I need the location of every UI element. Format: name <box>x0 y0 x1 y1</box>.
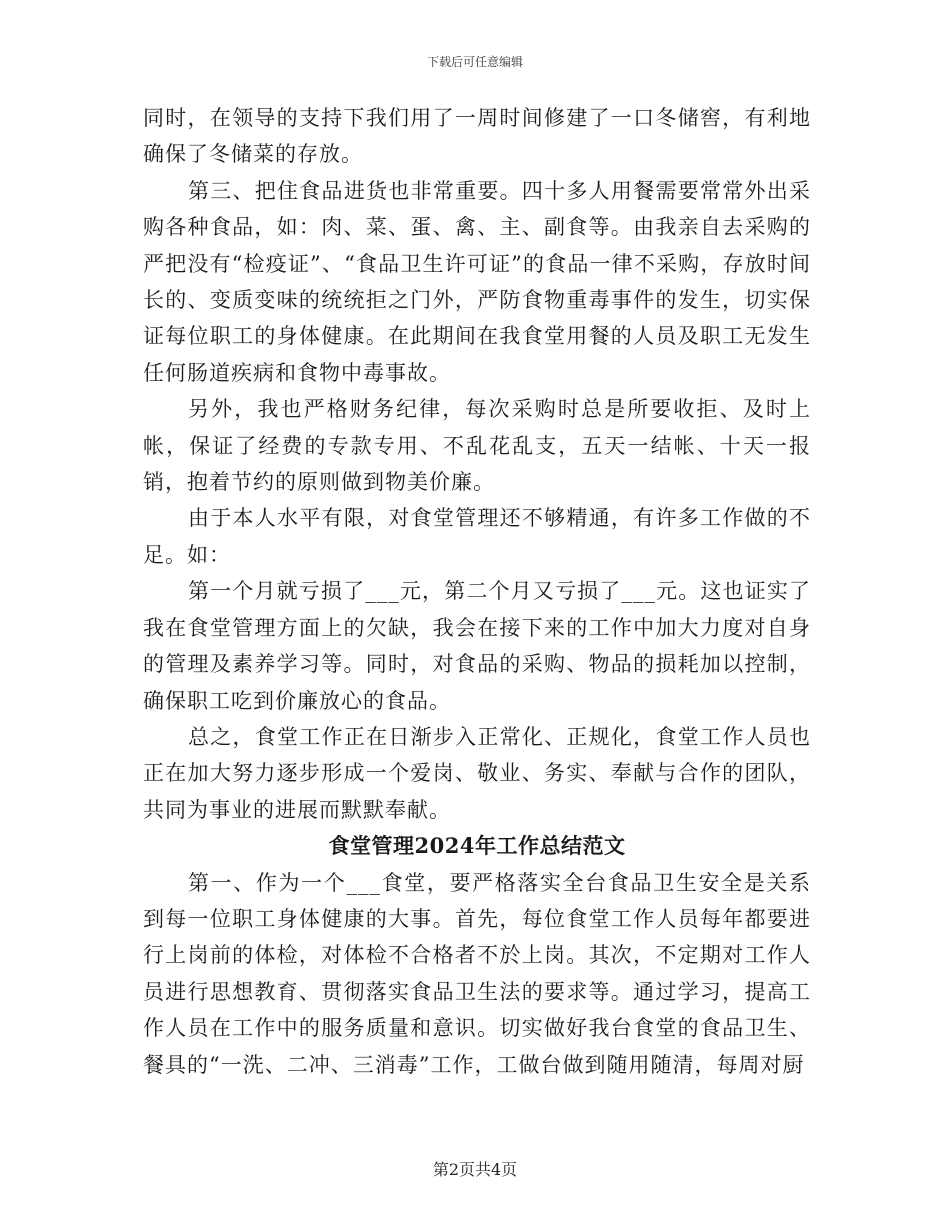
section-title: 食堂管理2024年工作总结范文 <box>328 833 626 859</box>
paragraph-1: 同时，在领导的支持下我们用了一周时间修建了一口冬储窖，有利地确保了冬储菜的存放。 <box>143 106 811 167</box>
paragraph-5: 第一个月就亏损了___元，第二个月又亏损了___元。这也证实了我在食堂管理方面上的欠缺，我会在接下来的工作中加大力度对自身的管理及素养学习等。同时，对食品的采购、物品的损耗加以控制，确保职工吃到价廉放心的食品。 <box>143 579 811 713</box>
page-footer: 第2页共4页 <box>432 1160 518 1179</box>
paragraph-6: 总之，食堂工作正在日渐步入正常化、正规化，食堂工作人员也正在加大努力逐步形成一个爱岗、敬业、务实、奉献与合作的团队，共同为事业的进展而默默奉献。 <box>143 724 811 822</box>
document-body <box>143 100 811 1083</box>
paragraph-7: 第一、作为一个___食堂，要严格落实全台食品卫生安全是关系到每一位职工身体健康的大事。首先，每位食堂工作人员每年都要进行上岗前的体检，对体检不合格者不於上岗。其次，不定期对工作人员进行思想教育、贯彻落实食品卫生法的要求等。通过学习，提高工作人员在工作中的服务质量和意识。切实做好我台食堂的食品卫生、餐具的“一洗、二冲、三消毒”工作，工做台做到随用随清，每周对厨 <box>143 870 811 1077</box>
paragraph-4: 由于本人水平有限，对食堂管理还不够精通，有许多工作做的不足。如： <box>143 506 811 567</box>
paragraph-2: 第三、把住食品进货也非常重要。四十多人用餐需要常常外出采购各种食品，如：肉、菜、蛋、禽、主、副食等。由我亲自去采购的严把没有“检疫证”、“食品卫生许可证”的食品一律不采购，存放时间长的、变质变味的统统拒之门外，严防食物重毒事件的发生，切实保证每位职工的身体健康。在此期间在我食堂用餐的人员及职工无发生任何肠道疾病和食物中毒事故。 <box>143 178 811 385</box>
paragraph-3: 另外，我也严格财务纪律，每次采购时总是所要收拒、及时上帐，保证了经费的专款专用、不乱花乱支，五天一结帐、十天一报销，抱着节约的原则做到物美价廉。 <box>143 397 811 495</box>
page-header: 下载后可任意编辑 <box>426 55 523 69</box>
